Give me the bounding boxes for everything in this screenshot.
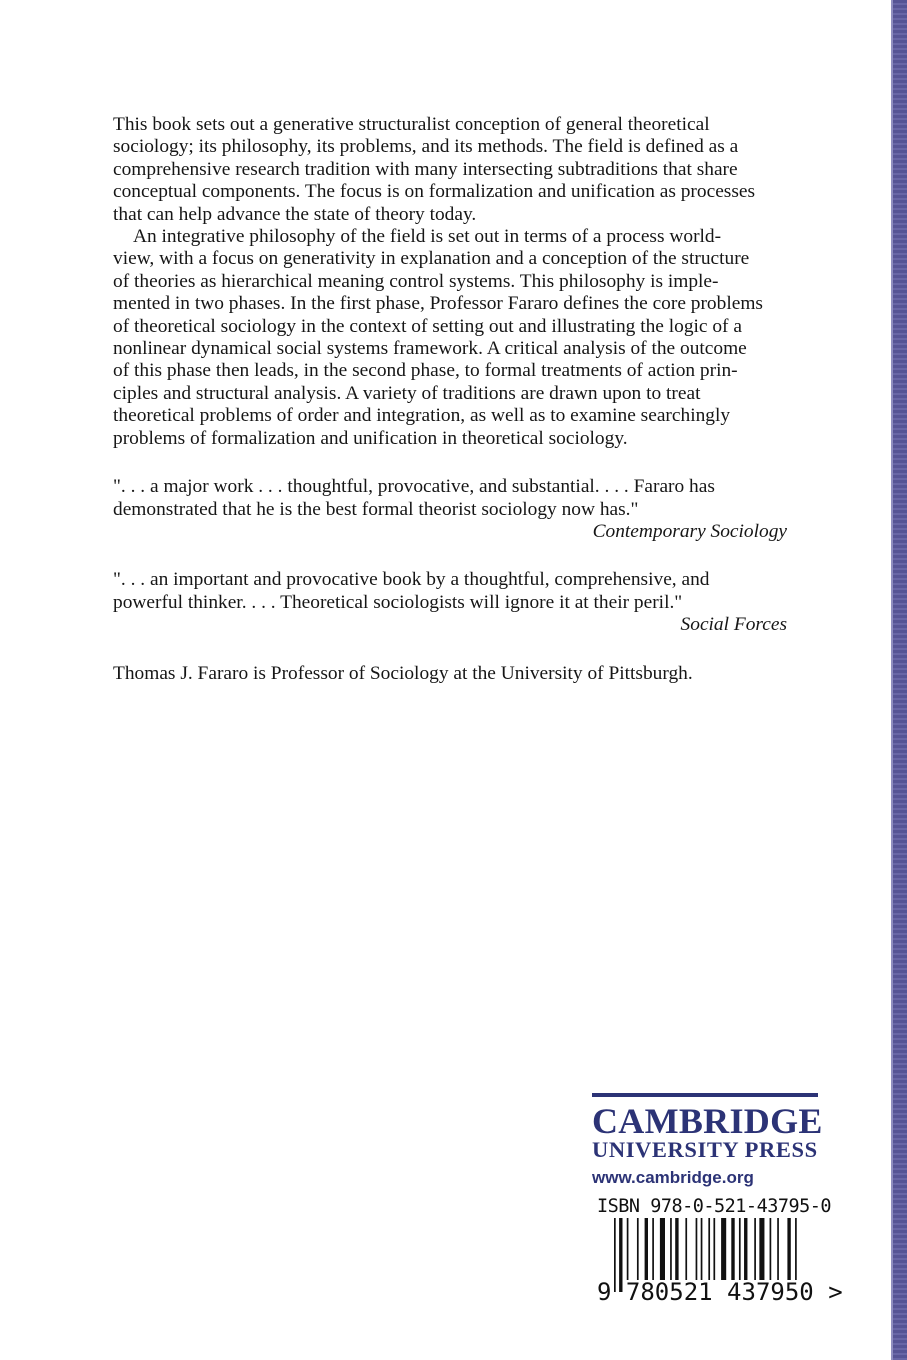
text-line: ciples and structural analysis. A variety of traditions are drawn upon to treat: [113, 382, 701, 404]
text-line: nonlinear dynamical social systems framework. A critical analysis of the outcome: [113, 338, 747, 360]
text-line: comprehensive research tradition with many intersecting subtraditions that share: [113, 158, 738, 180]
barcode-bar: [777, 1218, 779, 1280]
barcode-bar: [731, 1218, 734, 1280]
author-bio: Thomas J. Fararo is Professor of Sociology at the University of Pittsburgh.: [113, 662, 693, 684]
isbn-label: ISBN 978-0-521-43795-0: [597, 1196, 832, 1217]
barcode-bar: [696, 1218, 698, 1280]
quote-line: demonstrated that he is the best formal theorist sociology now has.": [113, 498, 639, 520]
publisher-name: CAMBRIDGE: [592, 1101, 823, 1141]
review-quote: [113, 476, 793, 543]
quote-line: ". . . a major work . . . thoughtful, provocative, and substantial. . . . Fararo has: [113, 476, 715, 498]
review-quote: [113, 569, 793, 636]
publisher-logo: [592, 1093, 823, 1188]
blurb-paragraph-2: [113, 226, 793, 450]
barcode-bar: [675, 1218, 678, 1280]
barcode-bar: [787, 1218, 790, 1280]
text-line: problems of formalization and unification in theoretical sociology.: [113, 427, 628, 449]
barcode-bar: [770, 1218, 772, 1280]
quote-line: powerful thinker. . . . Theoretical sociologists will ignore it at their peril.": [113, 591, 683, 613]
text-line: view, with a focus on generativity in explanation and a conception of the structure: [113, 248, 750, 270]
barcode-bar: [795, 1218, 797, 1280]
barcode-bar: [759, 1218, 764, 1280]
publisher-url: www.cambridge.org: [592, 1168, 754, 1187]
blurb-paragraph-1: [113, 114, 793, 226]
text-line: theoretical problems of order and integration, as well as to examine searchingly: [113, 405, 731, 427]
text-line: An integrative philosophy of the field is set out in terms of a process world-: [133, 226, 722, 248]
barcode-bar: [701, 1218, 703, 1280]
barcode-digits: 9 780521 437950 >: [597, 1278, 843, 1306]
text-line: This book sets out a generative structuralist conception of general theoretical: [113, 114, 710, 135]
barcode-bar: [708, 1218, 710, 1280]
barcode-bar: [713, 1218, 715, 1280]
publisher-subname: UNIVERSITY PRESS: [592, 1137, 818, 1162]
quote-line: ". . . an important and provocative book by a thoughtful, comprehensive, and: [113, 569, 710, 591]
text-line: mented in two phases. In the first phase, Professor Fararo defines the core problems: [113, 293, 763, 315]
text-line: of theories as hierarchical meaning control systems. This philosophy is imple-: [113, 270, 719, 292]
barcode-bar: [652, 1218, 654, 1280]
spine-strip: [893, 0, 907, 1360]
logo-rule: [592, 1093, 818, 1097]
barcode-bar: [627, 1218, 629, 1280]
text-line: conceptual components. The focus is on formalization and unification as processes: [113, 181, 756, 203]
barcode-bar: [645, 1218, 648, 1280]
barcode-bar: [637, 1218, 639, 1280]
review-source: Contemporary Sociology: [592, 520, 787, 542]
barcode-bar: [721, 1218, 726, 1280]
barcode-bar: [685, 1218, 687, 1280]
text-line: that can help advance the state of theory today.: [113, 203, 477, 225]
text-line: of theoretical sociology in the context of setting out and illustrating the logic of a: [113, 315, 742, 337]
review-source: Social Forces: [680, 614, 787, 636]
barcode-bar: [660, 1218, 665, 1280]
barcode-bar: [744, 1218, 747, 1280]
barcode-bar: [670, 1218, 672, 1280]
text-line: sociology; its philosophy, its problems, and its methods. The field is defined as a: [113, 136, 739, 158]
barcode-bar: [739, 1218, 741, 1280]
text-line: of this phase then leads, in the second phase, to formal treatments of action prin-: [113, 360, 738, 382]
back-cover-text: [113, 114, 793, 685]
barcode-bar: [754, 1218, 756, 1280]
